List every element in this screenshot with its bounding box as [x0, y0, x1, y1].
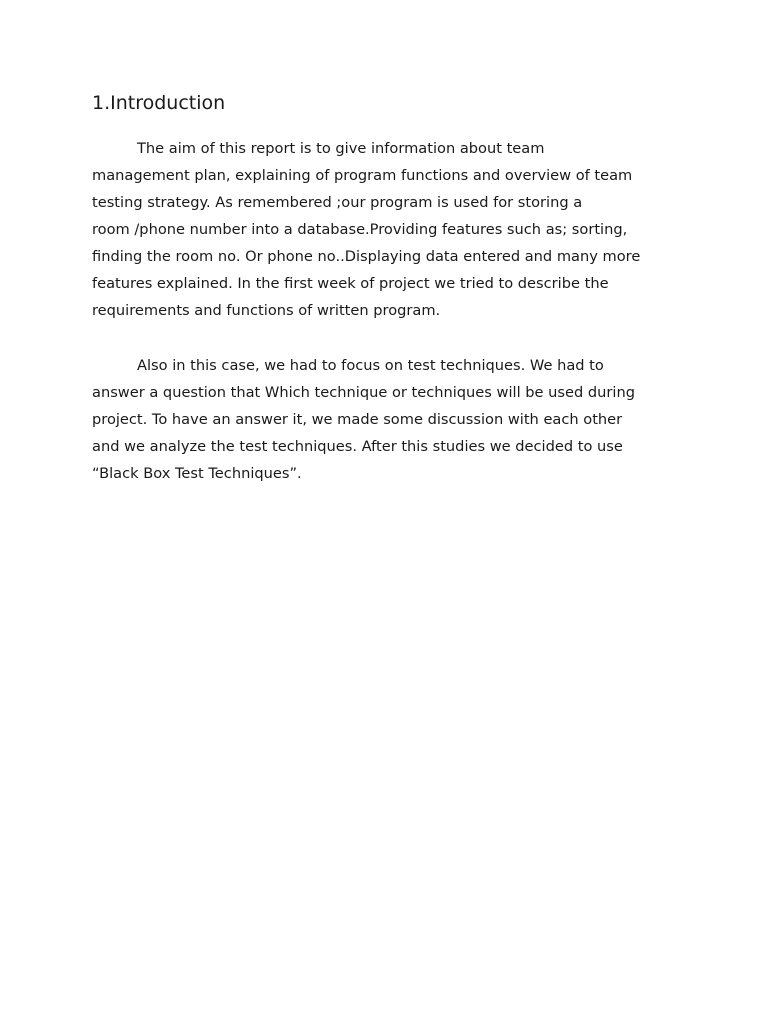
paragraph-line: Also in this case, we had to focus on test techniques. We had to [137, 357, 604, 374]
paragraph-line: requirements and functions of written program. [92, 302, 441, 319]
paragraph-line: testing strategy. As remembered ;our program is used for storing a [92, 194, 583, 211]
paragraph-intro [92, 135, 640, 324]
paragraph-line: room /phone number into a database.Providing features such as; sorting, [92, 221, 628, 238]
paragraph-test-techniques [92, 352, 635, 487]
paragraph-line: management plan, explaining of program functions and overview of team [92, 167, 633, 184]
paragraph-line: answer a question that Which technique or techniques will be used during [92, 384, 635, 401]
section-heading: 1.Introduction [92, 92, 226, 114]
paragraph-line: finding the room no. Or phone no..Displaying data entered and many more [92, 248, 641, 265]
paragraph-line: project. To have an answer it, we made some discussion with each other [92, 411, 623, 428]
paragraph-line: The aim of this report is to give information about team [137, 140, 545, 157]
paragraph-line: features explained. In the first week of project we tried to describe the [92, 275, 609, 292]
paragraph-line: and we analyze the test techniques. After this studies we decided to use [92, 438, 623, 455]
paragraph-line: “Black Box Test Techniques”. [92, 465, 302, 482]
